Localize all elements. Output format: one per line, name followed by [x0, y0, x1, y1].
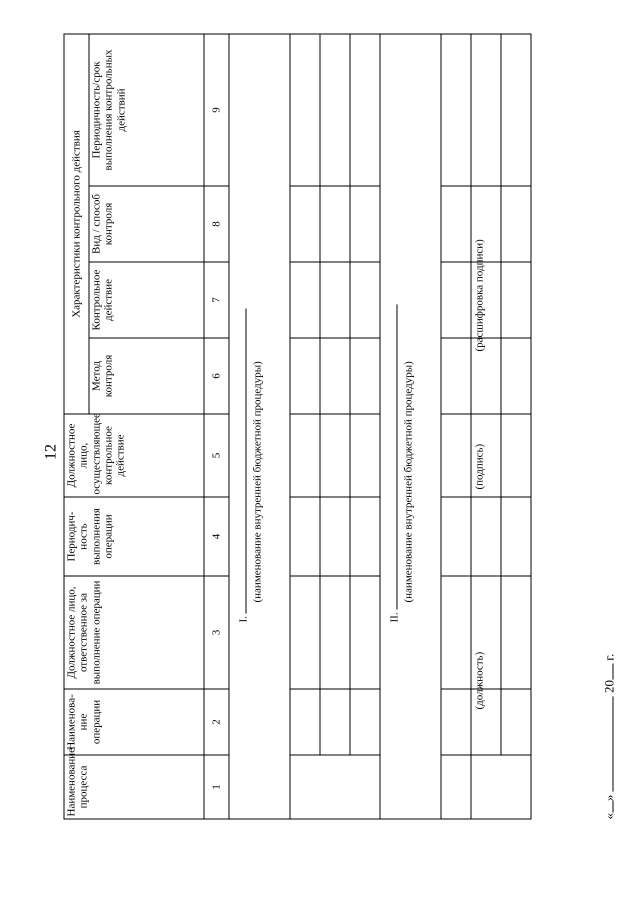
table-cell[interactable] [441, 186, 471, 262]
section-row-1 [229, 34, 290, 819]
date-month-field[interactable] [600, 696, 613, 791]
table-cell[interactable] [320, 262, 350, 338]
table-cell[interactable] [290, 414, 320, 497]
date-suffix: г. [601, 653, 616, 661]
table-cell[interactable] [441, 576, 471, 689]
signature-line-position[interactable] [470, 560, 471, 820]
header-controlling-person: Должностное лицо, осуществляющее контрольное действие [64, 414, 204, 497]
header-process-name: Наименование процесса [64, 755, 204, 819]
header-responsible-person: Должностное лицо, ответственное за выполнение операции [64, 576, 204, 689]
signature-caption: (подпись) [473, 443, 485, 490]
date-century: 20 [601, 680, 616, 693]
table-cell[interactable] [320, 497, 350, 576]
table-cell[interactable] [441, 755, 531, 819]
header-row-1 [64, 34, 89, 819]
header-operation-name: Наименова-ние операции [64, 689, 204, 755]
column-number: 6 [204, 338, 229, 414]
table-cell[interactable] [290, 497, 320, 576]
decoding-caption: (расшифровка подписи) [473, 239, 485, 352]
column-number: 1 [204, 755, 229, 819]
table-cell[interactable] [441, 414, 471, 497]
header-control-method: Метод контроля [89, 338, 204, 414]
date-year-field[interactable] [600, 664, 613, 680]
table-cell[interactable] [290, 262, 320, 338]
table-cell[interactable] [290, 755, 380, 819]
column-number: 5 [204, 414, 229, 497]
header-characteristics-group: Характеристики контрольного действия [64, 34, 89, 414]
date-close-quote: » [601, 794, 616, 801]
column-number: 9 [204, 34, 229, 186]
table-cell[interactable] [320, 414, 350, 497]
table-cell[interactable] [441, 689, 471, 755]
section-heading [380, 34, 441, 819]
date-day-field[interactable] [600, 801, 613, 813]
table-cell[interactable] [441, 34, 471, 186]
section-numeral: II. [388, 612, 400, 623]
table-cell[interactable] [441, 497, 471, 576]
column-number-row [204, 34, 229, 819]
section-heading [229, 34, 290, 819]
control-map-table [63, 33, 531, 819]
table-row [320, 34, 350, 819]
table-cell[interactable] [320, 186, 350, 262]
table-cell[interactable] [290, 576, 320, 689]
table-cell[interactable] [320, 689, 350, 755]
column-number: 2 [204, 689, 229, 755]
table-cell[interactable] [471, 497, 501, 576]
column-number: 4 [204, 497, 229, 576]
header-periodicity: Периодич-ность выполнения операции [64, 497, 204, 576]
table-cell[interactable] [320, 34, 350, 186]
section-title-field[interactable] [233, 308, 246, 613]
table-cell[interactable] [350, 34, 380, 186]
table-cell[interactable] [320, 338, 350, 414]
date-line [600, 654, 617, 820]
table-cell[interactable] [501, 414, 531, 497]
section-title-field[interactable] [384, 305, 397, 610]
table-row [501, 34, 531, 819]
section-numeral: I. [237, 616, 249, 623]
table-cell[interactable] [350, 576, 380, 689]
table-cell[interactable] [501, 262, 531, 338]
table-cell[interactable] [350, 338, 380, 414]
table-cell[interactable] [441, 262, 471, 338]
table-cell[interactable] [501, 576, 531, 689]
table-row [441, 34, 471, 819]
section-caption: (наименование внутренней бюджетной процедуры) [402, 361, 415, 603]
position-caption: (должность) [473, 651, 485, 710]
table-cell[interactable] [501, 186, 531, 262]
table-cell[interactable] [290, 186, 320, 262]
header-control-timing: Периодичность/срок выполнения контрольных действий [89, 34, 204, 186]
table-cell[interactable] [350, 186, 380, 262]
column-number: 8 [204, 186, 229, 262]
table-row [350, 34, 380, 819]
table-cell[interactable] [501, 689, 531, 755]
signature-line-sign[interactable] [470, 375, 471, 465]
signature-line-decoding[interactable] [470, 272, 471, 352]
column-number: 3 [204, 576, 229, 689]
column-number: 7 [204, 262, 229, 338]
page-number: 12 [42, 444, 59, 460]
table-cell[interactable] [350, 689, 380, 755]
table-row [290, 34, 320, 819]
table-cell[interactable] [290, 689, 320, 755]
table-cell[interactable] [350, 414, 380, 497]
table-cell[interactable] [441, 338, 471, 414]
date-open-quote: « [601, 813, 616, 820]
table-cell[interactable] [320, 576, 350, 689]
section-row-2 [380, 34, 441, 819]
table-cell[interactable] [501, 338, 531, 414]
table-cell[interactable] [290, 338, 320, 414]
table-cell[interactable] [501, 497, 531, 576]
table-cell[interactable] [501, 34, 531, 186]
table-cell[interactable] [471, 34, 501, 186]
header-control-action: Контрольное действие [89, 262, 204, 338]
table-cell[interactable] [350, 262, 380, 338]
section-caption: (наименование внутренней бюджетной процедуры) [251, 361, 264, 603]
header-control-type: Вид / способ контроля [89, 186, 204, 262]
table-cell[interactable] [350, 497, 380, 576]
table-cell[interactable] [290, 34, 320, 186]
